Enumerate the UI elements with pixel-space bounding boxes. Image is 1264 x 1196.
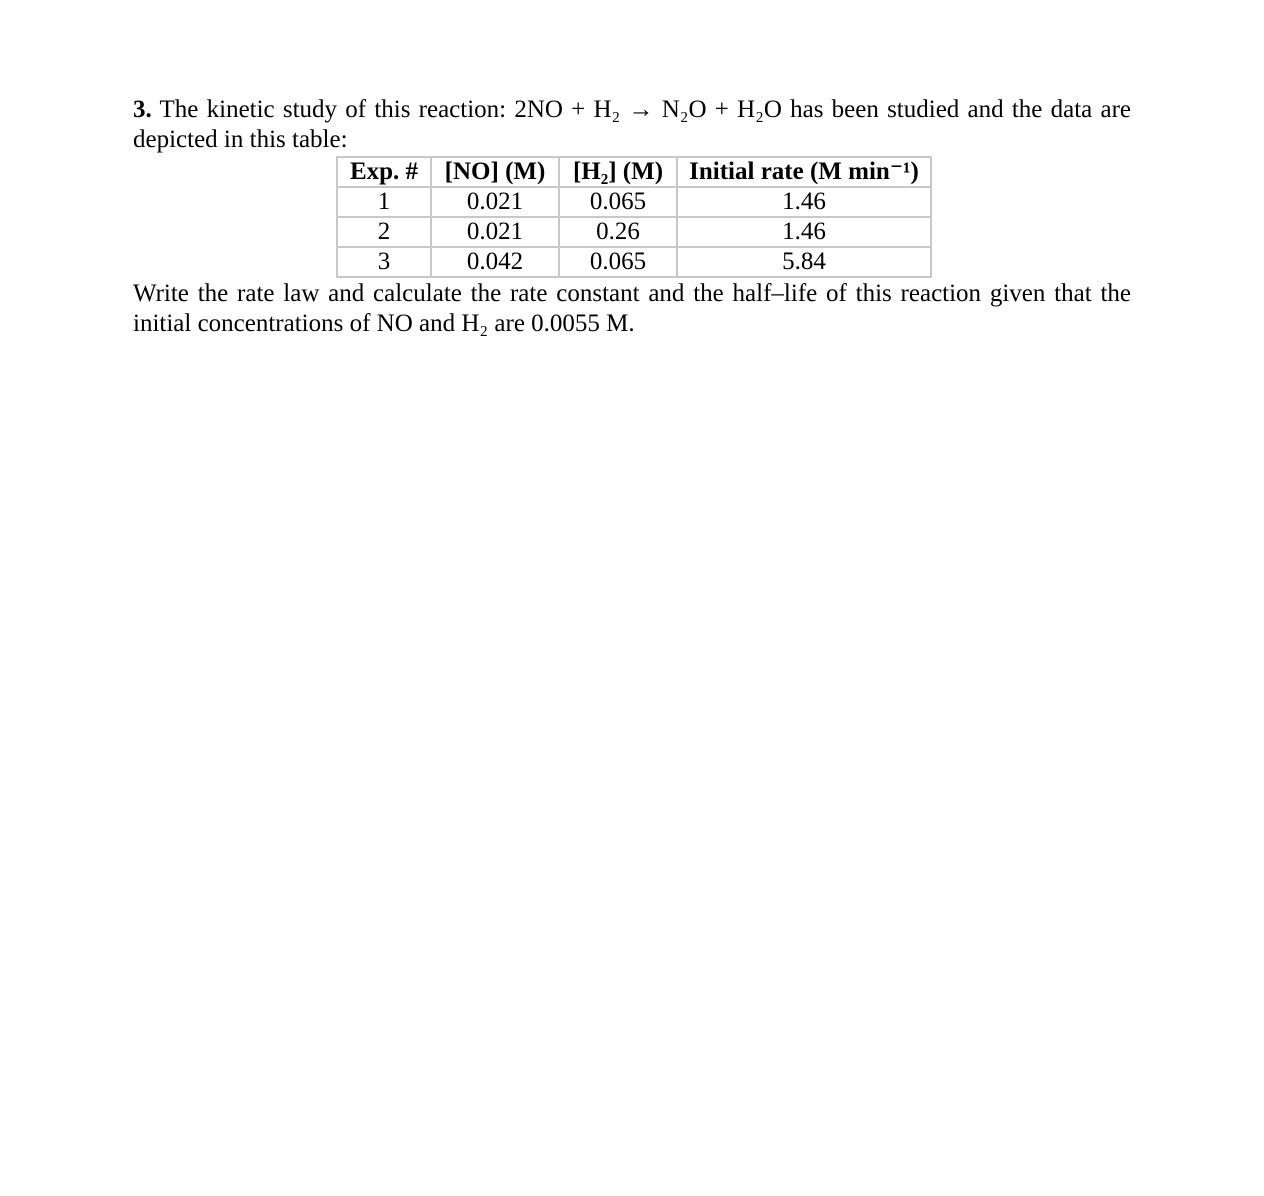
question-intro-text: The kinetic study of this reaction: 2NO + H₂ → N₂O + H₂O has been studied and the data are — [159, 96, 1131, 123]
cell-no-concentration: 0.021 — [431, 187, 559, 217]
question-intro — [133, 95, 1131, 155]
table-row — [337, 217, 931, 247]
table-header-row — [337, 157, 931, 187]
question-number: 3. — [133, 96, 152, 123]
table-row — [337, 187, 931, 217]
cell-exp-number: 1 — [337, 187, 431, 217]
header-exp-number: Exp. # — [337, 157, 431, 187]
cell-no-concentration: 0.042 — [431, 247, 559, 277]
cell-no-concentration: 0.021 — [431, 217, 559, 247]
cell-h2-concentration: 0.065 — [559, 247, 677, 277]
question-closing-line-1: Write the rate law and calculate the rate constant and the half–life of this reaction given that the — [133, 280, 1131, 307]
cell-h2-concentration: 0.065 — [559, 187, 677, 217]
header-initial-rate: Initial rate (M min⁻¹) — [677, 157, 931, 187]
cell-initial-rate: 1.46 — [677, 217, 931, 247]
cell-h2-concentration: 0.26 — [559, 217, 677, 247]
document-page — [133, 95, 1131, 339]
table-row — [337, 247, 931, 277]
cell-exp-number: 2 — [337, 217, 431, 247]
question-closing-line-2: initial concentrations of NO and H₂ are 0.0055 M. — [133, 310, 635, 337]
cell-initial-rate: 5.84 — [677, 247, 931, 277]
cell-exp-number: 3 — [337, 247, 431, 277]
question-closing — [133, 279, 1131, 339]
question-intro-line-1 — [133, 95, 1131, 125]
kinetics-data-table — [336, 156, 932, 278]
header-h2-concentration: [H₂] (M) — [559, 157, 677, 187]
question-intro-line-2: depicted in this table: — [133, 126, 348, 153]
cell-initial-rate: 1.46 — [677, 187, 931, 217]
header-no-concentration: [NO] (M) — [431, 157, 559, 187]
